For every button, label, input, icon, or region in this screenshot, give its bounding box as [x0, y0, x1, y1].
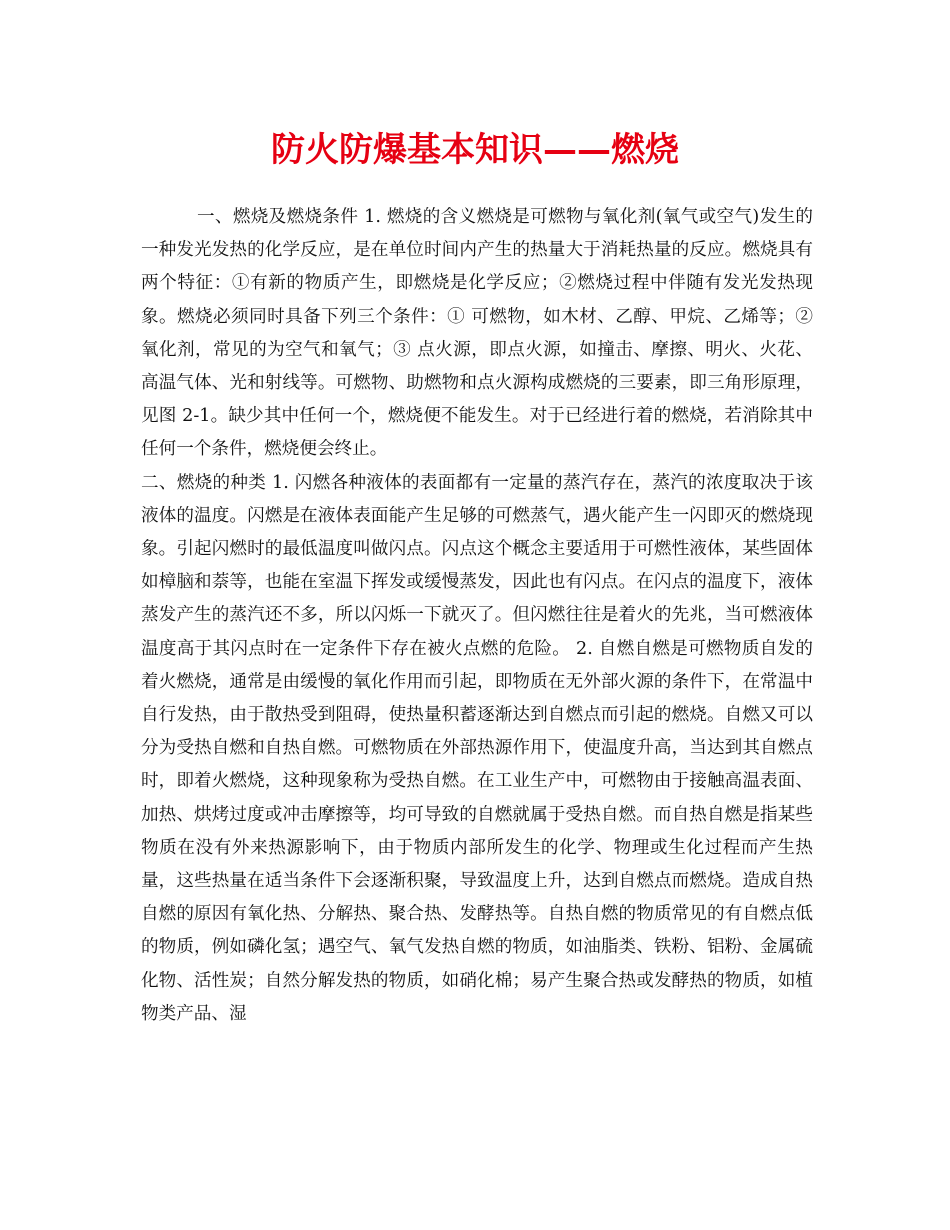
document-body [141, 201, 813, 1031]
paragraph-combustion-conditions: 一、燃烧及燃烧条件 1. 燃烧的含义燃烧是可燃物与氧化剂(氧气或空气)发生的一种发光发热的化学反应，是在单位时间内产生的热量大于消耗热量的反应。燃烧具有两个特征：①有新的物质产生，即燃烧是化学反应；②燃烧过程中伴随有发光发热现象。燃烧必须同时具备下列三个条件：① 可燃物，如木材、乙醇、甲烷、乙烯等；② 氧化剂，常见的为空气和氧气；③ 点火源，即点火源，如撞击、摩擦、明火、火花、高温气体、光和射线等。可燃物、助燃物和点火源构成燃烧的三要素，即三角形原理，见图 2-1。缺少其中任何一个，燃烧便不能发生。对于已经进行着的燃烧，若消除其中任何一个条件，燃烧便会终止。 [141, 207, 813, 460]
document-title: 防火防爆基本知识——燃烧 [271, 130, 679, 170]
paragraph-combustion-types: 二、燃烧的种类 1. 闪燃各种液体的表面都有一定量的蒸汽存在，蒸汽的浓度取决于该液体的温度。闪燃是在液体表面能产生足够的可燃蒸气，遇火能产生一闪即灭的燃烧现象。引起闪燃时的最低温度叫做闪点。闪点这个概念主要适用于可燃性液体，某些固体如樟脑和萘等，也能在室温下挥发或缓慢蒸发，因此也有闪点。在闪点的温度下，液体蒸发产生的蒸汽还不多，所以闪烁一下就灭了。但闪燃往往是着火的先兆，当可燃液体温度高于其闪点时在一定条件下存在被火点燃的危险。 2. 自燃自燃是可燃物质自发的着火燃烧，通常是由缓慢的氧化作用而引起，即物质在无外部火源的条件下，在常温中自行发热，由于散热受到阻碍，使热量积蓄逐渐达到自燃点而引起的燃烧。自燃又可以分为受热自燃和自热自燃。可燃物质在外部热源作用下，使温度升高，当达到其自燃点时，即着火燃烧，这种现象称为受热自燃。在工业生产中，可燃物由于接触高温表面、加热、烘烤过度或冲击摩擦等，均可导致的自燃就属于受热自燃。而自热自燃是指某些物质在没有外来热源影响下，由于物质内部所发生的化学、物理或生化过程而产生热量，这些热量在适当条件下会逐渐积聚，导致温度上升，达到自燃点而燃烧。造成自热自燃的原因有氧化热、分解热、聚合热、发酵热等。自热自燃的物质常见的有自燃点低的物质，例如磷化氢；遇空气、氧气发热自燃的物质，如油脂类、铁粉、铝粉、金属硫化物、活性炭；自然分解发热的物质，如硝化棉；易产生聚合热或发酵热的物质，如植物类产品、湿 [141, 472, 813, 1024]
